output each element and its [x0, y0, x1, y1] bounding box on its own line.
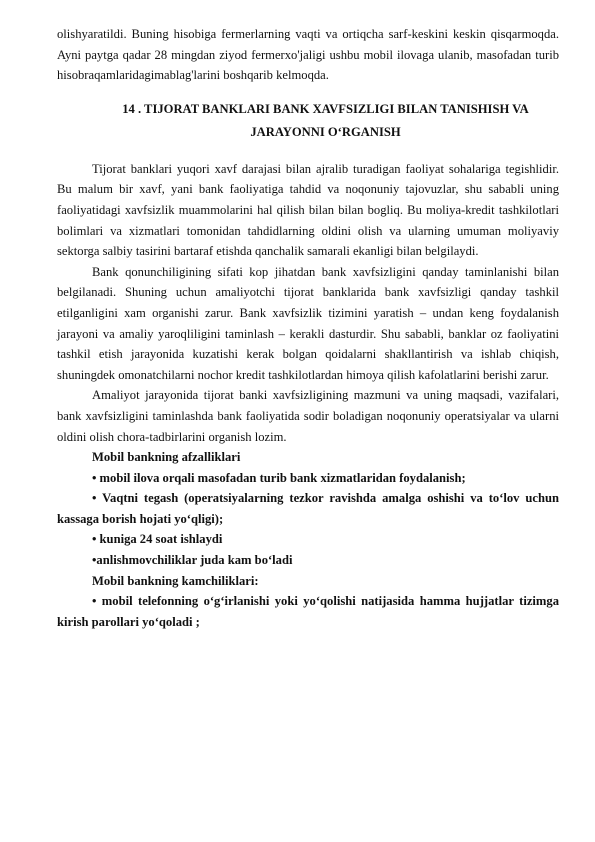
advantage-item: •anlishmovchiliklar juda kam bo‘ladi [92, 553, 293, 568]
advantages-title: Mobil bankning afzalliklari [92, 450, 241, 465]
section-heading: 14 . TIJORAT BANKLARI BANK XAVFSIZLIGI BILAN TANISHISH VA JARAYONNI O‘RGANISH [122, 101, 529, 139]
paragraph-intro-continuation: olishyaratildi. Buning hisobiga fermerlarning vaqti va ortiqcha sarf-keskini keskin qisqarmoqda. Ayni paytga qadar 28 mingdan ziyod fermerxo'jaligi ushbu mobil ilovaga ulanib, masofadan turib hisobraqamlaridagimablag'larini boshqarib kelmoqda. [57, 27, 559, 83]
paragraph-practice-process: Amaliyot jarayonida tijorat banki xavfsizligining mazmuni va uning maqsadi, vazifalari, bank xavfsizligini taminlashda bank faoliyatida sodir boladigan noqonuniy operatsiyalar va ularni oldini olish chora-tadbirlarini organish lozim. [57, 388, 559, 444]
advantage-item: • mobil ilova orqali masofadan turib bank xizmatlaridan foydalanish; [92, 470, 466, 485]
paragraph-bank-legislation: Bank qonunchiligining sifati kop jihatdan bank xavfsizligini qanday taminlanishi bilan belgilanadi. Shuning uchun amaliyotchi tijorat banklarida bank xavfsizligi qanday tashkil etilganligini xam organishi zarur. Bank xavfsizlik tizimini yaratish – undan keng foydalanish jarayoni va amaliy yaroqliligini taminlash – kerakli dasturdir. Shu sababli, banklar oz faoliyatini tashkil etish jarayonida kuzatishi kerak bolgan qoidalarni shakllantirish va ishlab chiqish, shuningdek omonatchilarni nochor kredit tashkilotlardan himoya qilish kafolatlarini berishi zarur. [57, 264, 559, 382]
document-page [57, 24, 559, 632]
paragraph-commercial-banks-risk: Tijorat banklari yuqori xavf darajasi bilan ajralib turadigan faoliyat sohalariga tegishlidir. Bu malum bir xavf, yani bank faoliyatiga tahdid va noqonuniy tajovuzlar, shu sababli uning faoliyatidagi xavfsizlik muammolarini hal qilish bilan bilan bogliq. Bu moliya-kredit tashkilotlari bolimlari va xizmatlari tomonidan tahdidlarning oldini olish va ularning umuman moliyaviy sektorga salbiy tasirini bartaraf etishda qanchalik samarali ekanligi bilan belgilaydi. [57, 161, 559, 259]
disadvantages-title: Mobil bankning kamchiliklari: [92, 573, 259, 588]
advantage-item: • Vaqtni tegash (operatsiyalarning tezkor ravishda amalga oshishi va to‘lov uchun kassaga borish hojati yo‘qligi); [57, 491, 559, 526]
disadvantage-item: • mobil telefonning o‘g‘irlanishi yoki yo‘qolishi natijasida hamma hujjatlar tizimga kirish parollari yo‘qoladi ; [57, 594, 559, 629]
advantage-item: • kuniga 24 soat ishlaydi [92, 532, 223, 547]
